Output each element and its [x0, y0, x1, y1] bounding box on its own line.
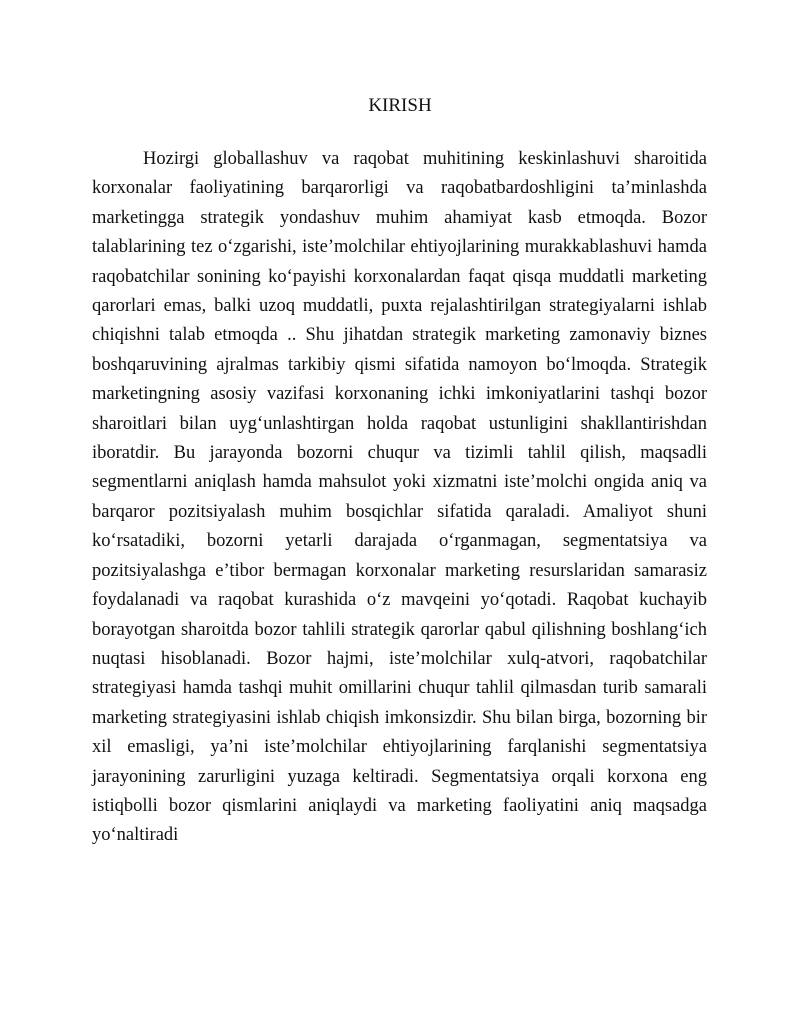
- body-paragraph: Hozirgi globallashuv va raqobat muhitining keskinlashuvi sharoitida korxonalar faoliyatining barqarorligi va raqobatbardoshligini ta’minlashda marketingga strategik yondashuv muhim ahamiyat kasb etmoqda. Bozor talablarining tez o‘zgarishi, iste’molchilar ehtiyojlarining murakkablashuvi hamda raqobatchilar sonining ko‘payishi korxonalardan faqat qisqa muddatli marketing qarorlari emas, balki uzoq muddatli, puxta rejalashtirilgan strategiyalarni ishlab chiqishni talab etmoqda .. Shu jihatdan strategik marketing zamonaviy biznes boshqaruvining ajralmas tarkibiy qismi sifatida namoyon bo‘lmoqda. Strategik marketingning asosiy vazifasi korxonaning ichki imkoniyatlarini tashqi bozor sharoitlari bilan uyg‘unlashtirgan holda raqobat ustunligini shakllantirishdan iboratdir. Bu jarayonda bozorni chuqur va tizimli tahlil qilish, maqsadli segmentlarni aniqlash hamda mahsulot yoki xizmatni iste’molchi ongida aniq va barqaror pozitsiyalash muhim bosqichlar sifatida qaraladi. Amaliyot shuni ko‘rsatadiki, bozorni yetarli darajada o‘rganmagan, segmentatsiya va pozitsiyalashga e’tibor bermagan korxonalar marketing resurslaridan samarasiz foydalanadi va raqobat kurashida o‘z mavqeini yo‘qotadi. Raqobat kuchayib borayotgan sharoitda bozor tahlili strategik qarorlar qabul qilishning boshlang‘ich nuqtasi hisoblanadi. Bozor hajmi, iste’molchilar xulq-atvori, raqobatchilar strategiyasi hamda tashqi muhit omillarini chuqur tahlil qilmasdan turib samarali marketing strategiyasini ishlab chiqish imkonsizdir. Shu bilan birga, bozorning bir xil emasligi, ya’ni iste’molchilar ehtiyojlarining farqlanishi segmentatsiya jarayonining zarurligini yuzaga keltiradi. Segmentatsiya orqali korxona eng istiqbolli bozor qismlarini aniqlaydi va marketing faoliyatini aniq maqsadga yo‘naltiradi: [92, 149, 707, 846]
- page-title: KIRISH: [368, 95, 432, 116]
